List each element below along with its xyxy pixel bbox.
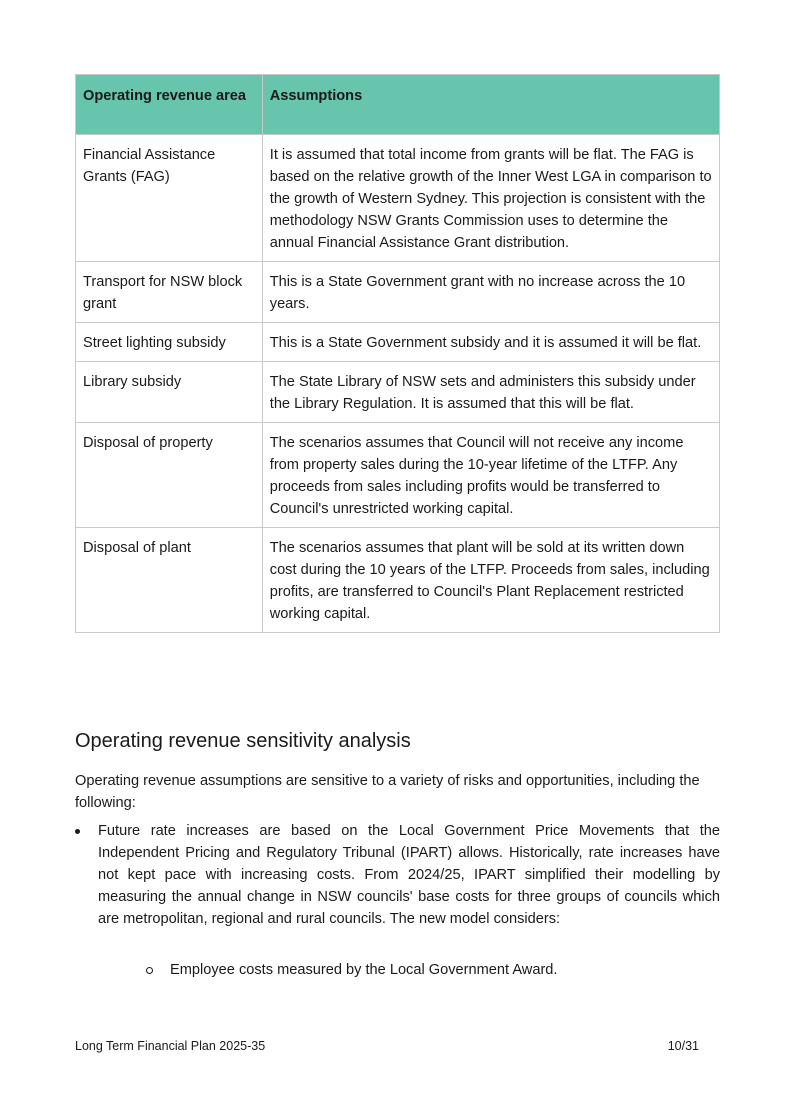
table-row <box>76 262 720 323</box>
table-row <box>76 528 720 633</box>
row-area: Transport for NSW block grant <box>76 262 263 323</box>
row-assumption: This is a State Government subsidy and it is assumed it will be flat. <box>262 323 719 362</box>
circle-bullet-icon <box>146 967 153 974</box>
header-operating-revenue-area: Operating revenue area <box>76 75 263 135</box>
section-intro: Operating revenue assumptions are sensitive to a variety of risks and opportunities, including the following: <box>75 773 700 811</box>
row-area: Street lighting subsidy <box>76 323 263 362</box>
bullet-text: Future rate increases are based on the Local Government Price Movements that the Independent Pricing and Regulatory Tribunal (IPART) allows. Historically, rate increases have not kept pace with increasing costs. From 2024/25, IPART simplified their modelling by measuring the annual change in NSW councils' base costs for three groups of councils which are metropolitan, regional and rural councils. The new model considers: <box>98 823 720 927</box>
row-assumption: This is a State Government grant with no increase across the 10 years. <box>262 262 719 323</box>
row-area: Library subsidy <box>76 362 263 423</box>
table-row <box>76 135 720 262</box>
footer-document-title: Long Term Financial Plan 2025-35 <box>75 1039 266 1053</box>
section-heading: Operating revenue sensitivity analysis <box>75 730 411 752</box>
sub-bullet-text: Employee costs measured by the Local Government Award. <box>170 962 558 978</box>
table-row <box>76 362 720 423</box>
header-assumptions: Assumptions <box>262 75 719 135</box>
row-assumption: The State Library of NSW sets and administers this subsidy under the Library Regulation. It is assumed that this will be flat. <box>262 362 719 423</box>
footer-page-number: 10/31 <box>667 1039 699 1053</box>
row-assumption: It is assumed that total income from grants will be flat. The FAG is based on the relative growth of the Inner West LGA in comparison to the growth of Western Sydney. This projection is consistent with the methodology NSW Grants Commission uses to determine the annual Financial Assistance Grant distribution. <box>262 135 719 262</box>
operating-revenue-table <box>75 74 720 633</box>
row-assumption: The scenarios assumes that plant will be sold at its written down cost during the 10 years of the LTFP. Proceeds from sales, including profits, are transferred to Council's Plant Replacement restricted working capital. <box>262 528 719 633</box>
table-row <box>76 423 720 528</box>
list-item <box>146 959 706 981</box>
bullet-icon <box>75 829 80 834</box>
bullet-list <box>75 820 720 930</box>
row-area: Financial Assistance Grants (FAG) <box>76 135 263 262</box>
row-area: Disposal of property <box>76 423 263 528</box>
sub-bullet-list <box>146 959 706 981</box>
table-row <box>76 323 720 362</box>
list-item <box>75 820 720 930</box>
row-area: Disposal of plant <box>76 528 263 633</box>
table-header-row <box>76 75 720 135</box>
row-assumption: The scenarios assumes that Council will not receive any income from property sales during the 10-year lifetime of the LTFP. Any proceeds from sales including profits would be transferred to Council's unrestricted working capital. <box>262 423 719 528</box>
